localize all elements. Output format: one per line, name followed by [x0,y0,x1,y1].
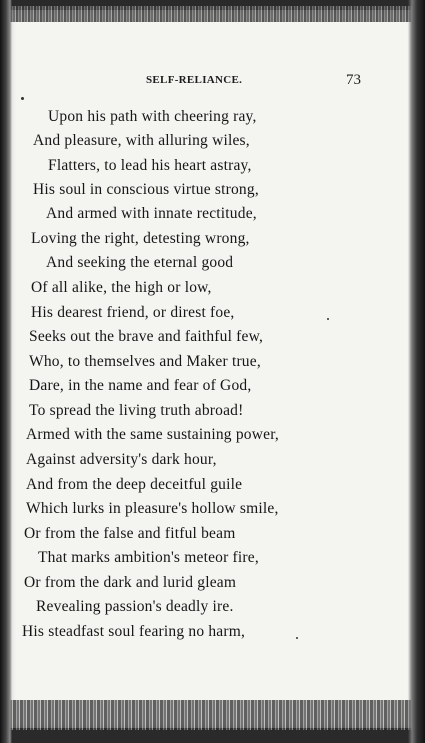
poem-line: Flatters, to lead his heart astray, [48,157,252,174]
poem-line: His steadfast soul fearing no harm, [22,623,246,640]
page-number: 73 [346,72,361,88]
poem-line: And seeking the eternal good [46,254,234,271]
poem-line: Or from the false and fitful beam [24,525,236,542]
scan-speck [296,637,298,639]
page-header [0,74,425,94]
poem-line: Dare, in the name and fear of God, [29,377,252,394]
poem-line: Upon his path with cheering ray, [48,108,257,125]
poem-line: His dearest friend, or direst foe, [31,304,235,321]
poem-line: And armed with innate rectitude, [46,205,257,222]
poem-line: Loving the right, detesting wrong, [31,230,250,247]
page-top-edge [10,6,413,22]
page-bottom-edge [6,700,416,730]
running-title: SELF-RELIANCE. [146,74,243,86]
page-left-edge [0,0,12,743]
scan-speck [327,318,329,320]
poem-line: Who, to themselves and Maker true, [29,353,261,370]
poem-line: His soul in conscious virtue strong, [33,181,259,198]
poem-line: Against adversity's dark hour, [26,451,217,468]
poem-line: And from the deep deceitful guile [26,476,243,493]
poem-line: And pleasure, with alluring wiles, [33,132,250,149]
poem-line: Armed with the same sustaining power, [26,426,280,443]
poem-line: Of all alike, the high or low, [31,279,212,296]
scan-speck [21,97,24,100]
poem-line: Seeks out the brave and faithful few, [29,328,264,345]
poem-line: That marks ambition's meteor fire, [38,549,259,566]
poem-line: Revealing passion's deadly ire. [36,598,234,615]
poem-line: To spread the living truth abroad! [29,402,244,419]
poem-line: Which lurks in pleasure's hollow smile, [26,500,279,517]
page-right-edge [408,0,425,743]
poem-line: Or from the dark and lurid gleam [24,574,237,591]
